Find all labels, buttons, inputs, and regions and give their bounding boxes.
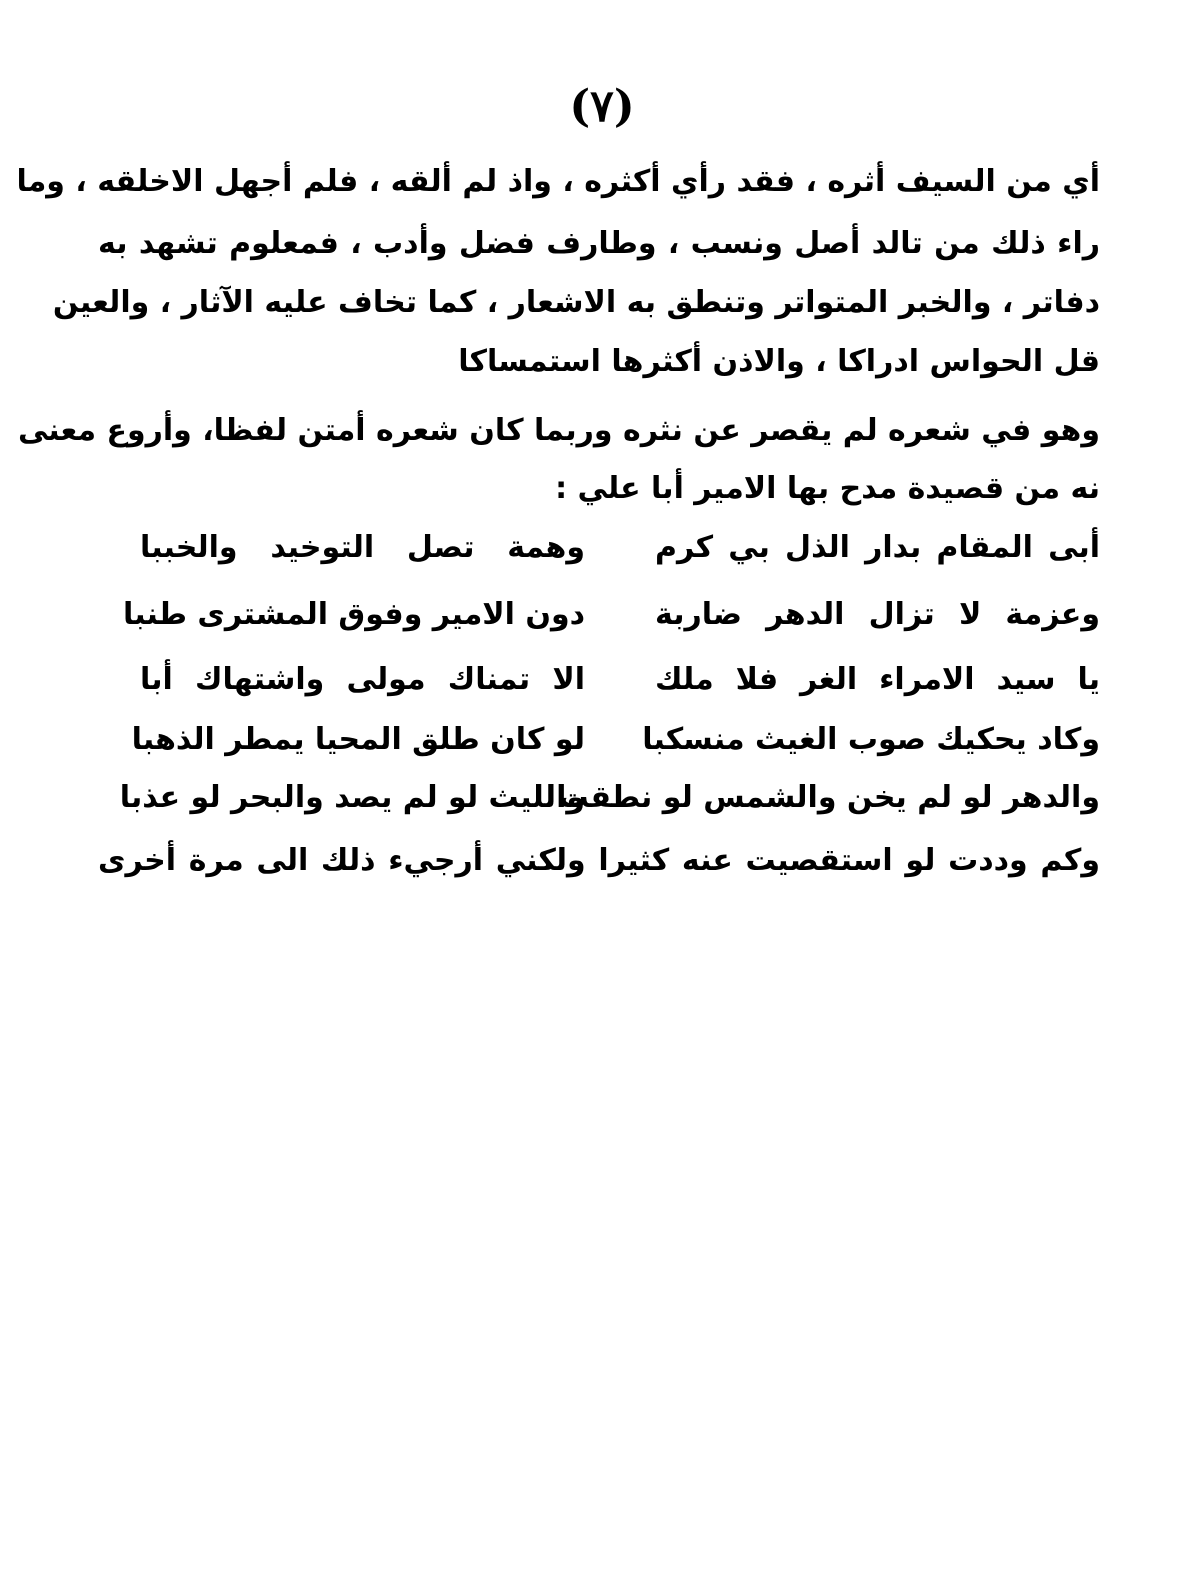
poem-verse-5 [119, 778, 1100, 818]
verse-first-hemistich: وكاد يحكيك صوب الغيث منسكبا [642, 722, 1100, 757]
verse-first-hemistich: أبى المقام بدار الذل بي كرم [655, 530, 1100, 565]
poem-verse-4 [131, 720, 1100, 760]
page-number: (٧) [569, 81, 635, 132]
verse-first-hemistich: والدهر لو لم يخن والشمس لو نطقت [558, 780, 1100, 815]
verse-first-hemistich: وعزمة لا تزال الدهر ضاربة [655, 597, 1100, 632]
paragraph-line-6: نه من قصيدة مدح بها الامير أبا علي : [555, 471, 1100, 506]
paragraph-line-1: أي من السيف أثره ، فقد رأي أكثره ، واذ لم ألقه ، فلم أجهل الاخلقه ، وما [16, 164, 1100, 199]
paragraph-line-2: راء ذلك من تالد أصل ونسب ، وطارف فضل وأدب ، فمعلوم تشهد به [98, 226, 1100, 261]
paragraph-line-5: وهو في شعره لم يقصر عن نثره وربما كان شعره أمتن لفظا، وأروع معنى [17, 413, 1100, 448]
verse-second-hemistich: الا تمناك مولى واشتهاك أبا [140, 662, 585, 697]
verse-second-hemistich: والليث لو لم يصد والبحر لو عذبا [119, 780, 585, 815]
closing-line: وكم وددت لو استقصيت عنه كثيرا ولكني أرجيء ذلك الى مرة أخرى [98, 843, 1100, 878]
verse-first-hemistich: يا سيد الامراء الغر فلا ملك [655, 662, 1100, 697]
poem-verse-2 [122, 595, 1100, 635]
poem-verse-1 [140, 528, 1100, 568]
poem-verse-3 [140, 660, 1100, 700]
paragraph-line-4: قل الحواس ادراكا ، والاذن أكثرها استمساكا [458, 344, 1100, 379]
verse-second-hemistich: دون الامير وفوق المشترى طنبا [122, 597, 585, 632]
verse-second-hemistich: وهمة تصل التوخيد والخببا [140, 530, 585, 565]
paragraph-line-3: دفاتر ، والخبر المتواتر وتنطق به الاشعار ، كما تخاف عليه الآثار ، والعين [52, 285, 1100, 320]
verse-second-hemistich: لو كان طلق المحيا يمطر الذهبا [131, 722, 585, 757]
